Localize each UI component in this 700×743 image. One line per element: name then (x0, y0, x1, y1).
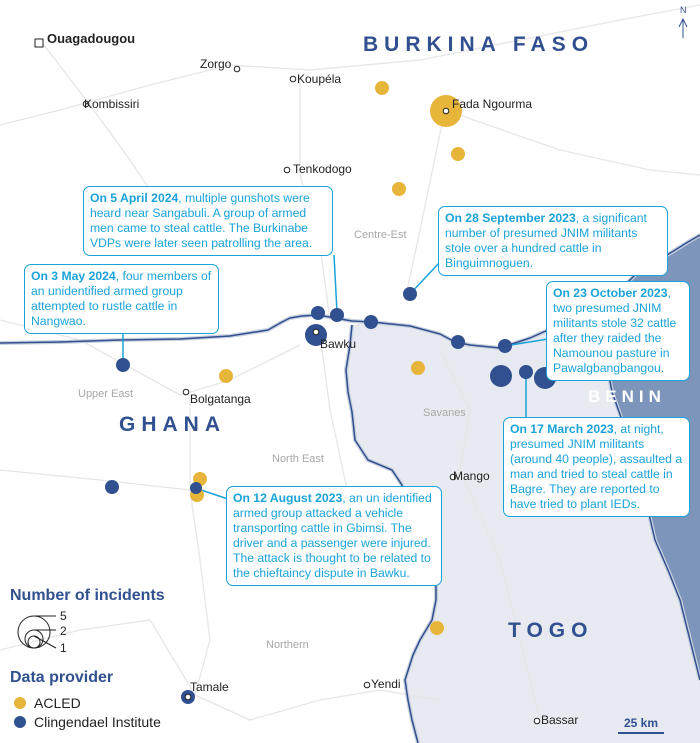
legend-size-title: Number of incidents (10, 587, 165, 604)
legend-acled-dot (14, 697, 26, 709)
incident-clingendael (364, 315, 378, 329)
callout-sangabuli (83, 186, 333, 256)
town-label-ouagadougou: Ouagadougou (47, 31, 136, 46)
callout-pawalgbangbangou (546, 281, 690, 381)
legend-clingendael-label: Clingendael Institute (34, 714, 161, 730)
north-label: N (680, 5, 687, 15)
legend-size-5: 5 (60, 609, 67, 623)
callout-date: On 23 October 2023 (553, 286, 668, 300)
callout-text: , an un identified armed group attacked a vehicle transporting cattle in Gbimsi. The driver and a passenger were injured. The attack is thought to be related to the chieftaincy dispute in Bawku. (233, 491, 432, 580)
town-marker (183, 389, 189, 395)
legend-size-2: 2 (60, 624, 67, 638)
callout-text: , at night, presumed JNIM militants (around 40 people), assaulted a man and tried to steal cattle in Bagre. They are reported to have tried to plant IEDs. (510, 422, 683, 511)
incident-clingendael (190, 482, 202, 494)
town-label-yendi: Yendi (371, 677, 401, 691)
country-label-benin: BENIN (588, 387, 666, 406)
callout-binguimnoguen (438, 206, 668, 276)
country-label-burkina-faso: BURKINA FASO (363, 33, 595, 56)
incident-clingendael (519, 365, 533, 379)
callout-text: , multiple gunshots were heard near Sangabuli. A group of armed men came to steal cattle. The Burkinabe VDPs were later seen patrolling the area. (90, 191, 313, 250)
town-label-bawku: Bawku (320, 337, 357, 351)
incident-acled (219, 369, 233, 383)
callout-date: On 3 May 2024 (31, 269, 116, 283)
incident-acled (411, 361, 425, 375)
callout-text: , two presumed JNIM militants stole 32 cattle after they raided the Namounou pasture in Pawalgbangbangou. (553, 286, 677, 375)
scale-label: 25 km (624, 716, 659, 730)
town-label-tamale: Tamale (190, 680, 229, 694)
incident-clingendael (403, 287, 417, 301)
size-legend-circles (18, 616, 56, 648)
town-marker (290, 76, 296, 82)
town-marker (234, 66, 240, 72)
town-label-tenkodogo: Tenkodogo (293, 162, 352, 176)
town-label-kombissiri: Kombissiri (84, 97, 140, 111)
incident-clingendael (116, 358, 130, 372)
callout-nangwao (24, 264, 219, 334)
region-label-north-east: North East (272, 453, 324, 465)
legend-size-1: 1 (60, 641, 67, 655)
town-label-fada-ngourma: Fada Ngourma (452, 97, 533, 111)
capital-marker (35, 39, 43, 47)
town-label-koupela: Koupéla (297, 72, 342, 86)
incident-acled (451, 147, 465, 161)
region-label-savanes: Savanes (423, 407, 466, 419)
incident-clingendael (490, 365, 512, 387)
legend-acled-label: ACLED (34, 695, 81, 711)
incident-clingendael (311, 306, 325, 320)
callout-text: , a significant number of presumed JNIM militants stole over a hundred cattle in Binguimnoguen. (445, 211, 647, 270)
north-arrow (679, 19, 687, 38)
callout-bagre (503, 417, 690, 517)
incident-acled (430, 621, 444, 635)
region-label-centre-est: Centre-Est (354, 229, 407, 241)
town-marker (284, 167, 290, 173)
region-label-northern: Northern (266, 639, 309, 651)
incident-acled (375, 81, 389, 95)
legend-provider-title: Data provider (10, 669, 114, 686)
town-marker (364, 682, 370, 688)
town-marker (534, 718, 540, 724)
town-label-zorgo: Zorgo (200, 57, 232, 71)
town-marker (443, 108, 449, 114)
region-label-upper-east: Upper East (78, 388, 134, 400)
callout-date: On 17 March 2023 (510, 422, 614, 436)
callout-date: On 12 August 2023 (233, 491, 343, 505)
town-marker (185, 694, 191, 700)
incident-clingendael (498, 339, 512, 353)
incident-acled (392, 182, 406, 196)
legend-clingendael-dot (14, 716, 26, 728)
callout-date: On 28 September 2023 (445, 211, 576, 225)
callout-gbimsi (226, 486, 442, 586)
incident-clingendael (451, 335, 465, 349)
callout-date: On 5 April 2024 (90, 191, 179, 205)
incident-clingendael (105, 480, 119, 494)
town-marker (313, 329, 319, 335)
town-label-mango: Mango (453, 469, 490, 483)
town-label-bassar: Bassar (541, 713, 579, 727)
town-label-bolgatanga: Bolgatanga (190, 392, 251, 406)
callout-text: , four members of an unidentified armed group attempted to rustle cattle in Nangwao. (31, 269, 212, 328)
country-label-ghana: GHANA (119, 413, 226, 436)
incident-clingendael (330, 308, 344, 322)
country-label-togo: TOGO (508, 619, 594, 642)
